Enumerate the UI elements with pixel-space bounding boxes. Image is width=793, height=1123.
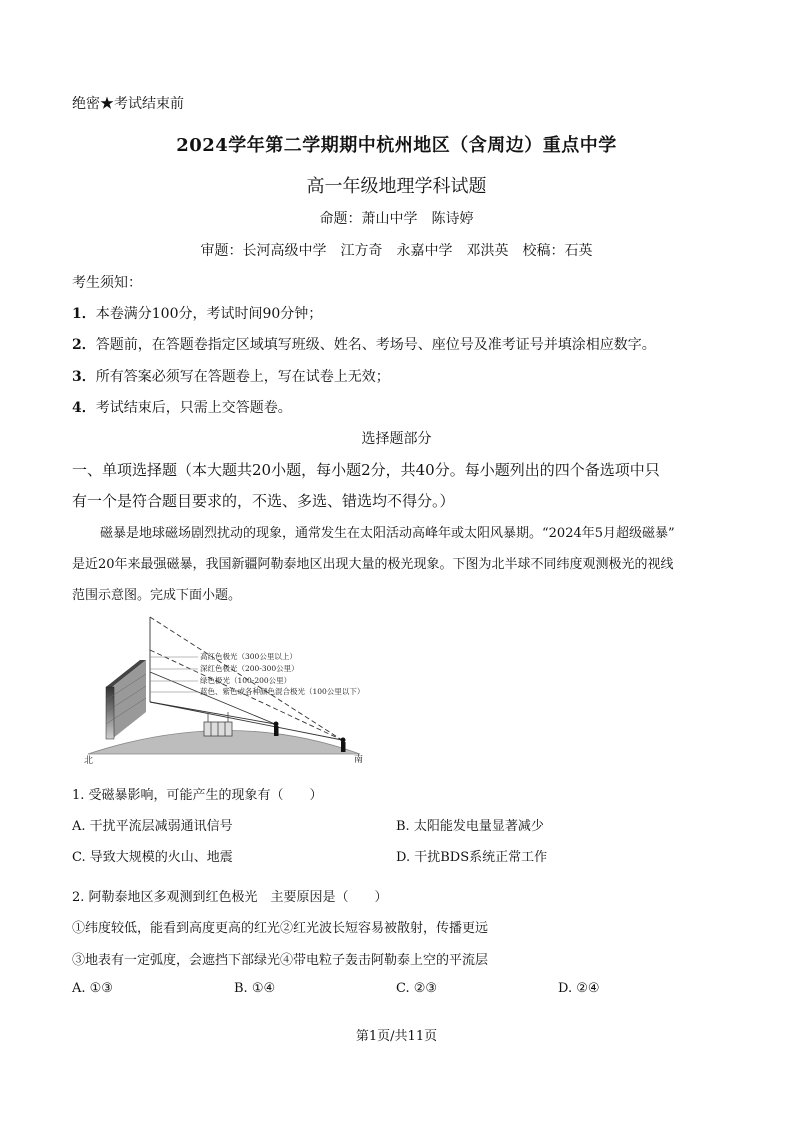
- question-2-statements-line1: ①纬度较低，能看到高度更高的红光②红光波长短容易被散射，传播更远: [72, 921, 489, 936]
- exam-title: 2024学年第二学期期中杭州地区（含周边）重点中学: [176, 135, 617, 156]
- label-north: 北: [84, 756, 94, 766]
- notice-item: [72, 366, 390, 386]
- review-line: 审题：长河高级中学 江方奇 永嘉中学 邓洪英 校稿：石英: [200, 243, 593, 259]
- question-1-option-b[interactable]: B. 太阳能发电量显著减少: [396, 819, 544, 834]
- observer-south-icon: [341, 738, 346, 753]
- section-instruction-line2: 有一个是符合题目要求的，不选、多选、错选均不得分。）: [72, 492, 455, 510]
- question-2-statements-line2: ③地表有一定弧度，会遮挡下部绿光④带电粒子轰击阿勒泰上空的平流层: [72, 953, 489, 968]
- label-green-aurora: 绿色极光（100-200公里）: [200, 676, 292, 685]
- question-2-option-d[interactable]: D. ②④: [558, 981, 600, 996]
- question-2-option-c[interactable]: C. ②③: [396, 981, 438, 996]
- passage-line1: 磁暴是地球磁场剧烈扰动的现象，通常发生在太阳活动高峰年或太阳风暴期。“2024年5月超级磁暴”: [100, 526, 675, 541]
- notice-item-text: 考试结束后，只需上交答题卷。: [95, 400, 292, 416]
- label-high-red-aurora: 高红色极光（300公里以上）: [200, 652, 297, 661]
- notice-item-text: 答题前，在答题卷指定区域填写班级、姓名、考场号、座位号及准考证号并填涂相应数字。: [95, 337, 656, 353]
- observer-mid-icon: [274, 722, 279, 737]
- notice-item-number: 1．: [72, 306, 96, 322]
- section-title: 选择题部分: [361, 431, 432, 447]
- passage-line2: 是近20年来最强磁暴，我国新疆阿勒泰地区出现大量的极光现象。下图为北半球不同纬度观测极光的视线: [72, 557, 674, 572]
- notice-item: [72, 303, 322, 323]
- notice-item-text: 本卷满分100分，考试时间90分钟；: [95, 306, 323, 322]
- question-1-option-d[interactable]: D. 干扰BDS系统正常工作: [396, 850, 548, 865]
- aurora-sightline-figure: [80, 612, 380, 770]
- label-mixed-aurora: 蓝色、紫色或各种颜色混合极光（100公里以下）: [200, 687, 365, 696]
- section-instruction-line1: 一、单项选择题（本大题共20小题，每小题2分，共40分。每小题列出的四个备选项中只: [72, 461, 660, 479]
- notice-item-number: 4．: [72, 400, 96, 416]
- notice-item-text: 所有答案必须写在答题卷上，写在试卷上无效；: [95, 369, 390, 385]
- question-2-option-a[interactable]: A. ①③: [72, 981, 113, 996]
- label-south: 南: [354, 755, 364, 765]
- question-2-stem: 2. 阿勒泰地区多观测到红色极光 主要原因是（ ）: [72, 890, 388, 905]
- label-deep-red-aurora: 深红色极光（200-300公里）: [200, 664, 299, 673]
- notice-item-number: 2．: [72, 337, 96, 353]
- secret-mark: 绝密★考试结束前: [72, 96, 184, 112]
- exam-subtitle: 高一年级地理学科试题: [306, 176, 487, 197]
- question-1-option-c[interactable]: C. 导致大规模的火山、地震: [72, 850, 233, 865]
- question-1-stem: 1. 受磁暴影响，可能产生的现象有（ ）: [72, 788, 323, 803]
- notice-item-number: 3．: [72, 369, 96, 385]
- page-number: 第1页/共11页: [355, 1029, 438, 1044]
- notice-item: [72, 334, 656, 354]
- question-1-option-a[interactable]: A. 干扰平流层减弱通讯信号: [72, 819, 233, 834]
- notice-item: [72, 397, 292, 417]
- author-line: 命题：萧山中学 陈诗婷: [319, 211, 474, 227]
- aurora-wall-front: [106, 687, 114, 739]
- question-2-option-b[interactable]: B. ①④: [234, 981, 276, 996]
- notice-heading: 考生须知：: [72, 275, 142, 291]
- passage-line3: 范围示意图。完成下面小题。: [72, 588, 242, 603]
